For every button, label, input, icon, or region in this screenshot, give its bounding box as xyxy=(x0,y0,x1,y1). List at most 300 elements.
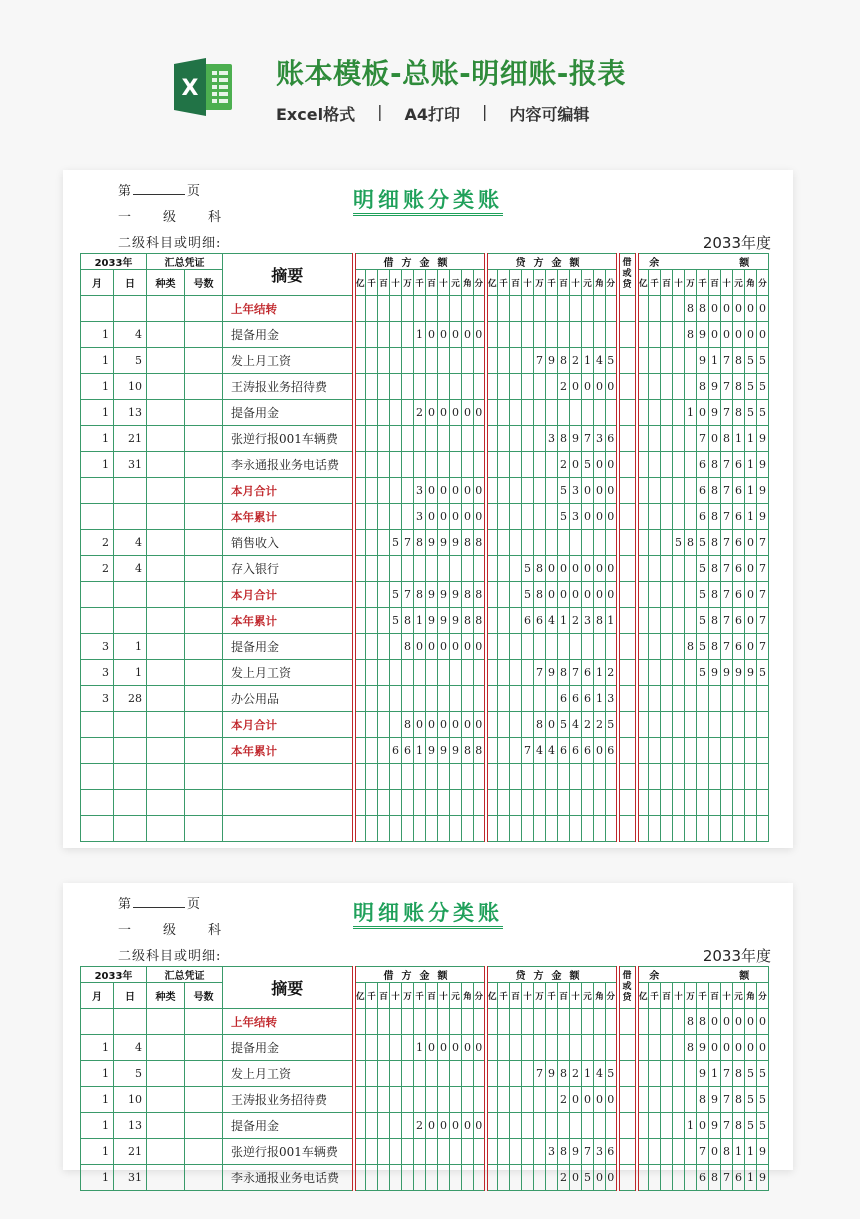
balance-digit-cell[interactable]: 9 xyxy=(733,660,745,686)
debit-or-credit-cell[interactable] xyxy=(618,1009,637,1035)
balance-digit-cell[interactable] xyxy=(697,686,709,712)
credit-digit-cell[interactable] xyxy=(498,1087,510,1113)
debit-digit-cell[interactable]: 0 xyxy=(426,1113,438,1139)
balance-digit-cell[interactable] xyxy=(637,582,649,608)
number-cell[interactable] xyxy=(185,816,223,842)
credit-digit-cell[interactable]: 1 xyxy=(594,686,606,712)
debit-digit-cell[interactable] xyxy=(354,478,366,504)
balance-digit-cell[interactable] xyxy=(685,426,697,452)
credit-digit-cell[interactable]: 0 xyxy=(594,582,606,608)
debit-digit-cell[interactable] xyxy=(462,296,474,322)
balance-digit-cell[interactable] xyxy=(673,790,685,816)
balance-digit-cell[interactable]: 6 xyxy=(697,478,709,504)
debit-digit-cell[interactable] xyxy=(354,1113,366,1139)
debit-digit-cell[interactable] xyxy=(354,1139,366,1165)
summary-cell[interactable]: 提备用金 xyxy=(223,1113,354,1139)
day-cell[interactable] xyxy=(114,712,147,738)
balance-digit-cell[interactable] xyxy=(661,790,673,816)
debit-digit-cell[interactable]: 9 xyxy=(426,608,438,634)
balance-digit-cell[interactable] xyxy=(673,608,685,634)
debit-digit-cell[interactable] xyxy=(450,816,462,842)
debit-digit-cell[interactable] xyxy=(354,790,366,816)
debit-or-credit-cell[interactable] xyxy=(618,660,637,686)
debit-digit-cell[interactable] xyxy=(426,296,438,322)
credit-digit-cell[interactable] xyxy=(486,634,498,660)
credit-digit-cell[interactable] xyxy=(498,322,510,348)
debit-digit-cell[interactable] xyxy=(462,816,474,842)
balance-digit-cell[interactable]: 8 xyxy=(685,530,697,556)
balance-digit-cell[interactable]: 0 xyxy=(721,1009,733,1035)
debit-digit-cell[interactable] xyxy=(366,1061,378,1087)
balance-digit-cell[interactable] xyxy=(661,686,673,712)
balance-digit-cell[interactable] xyxy=(685,452,697,478)
credit-digit-cell[interactable] xyxy=(522,1087,534,1113)
balance-digit-cell[interactable]: 7 xyxy=(757,556,769,582)
balance-digit-cell[interactable]: 9 xyxy=(709,1087,721,1113)
balance-digit-cell[interactable] xyxy=(697,764,709,790)
debit-or-credit-cell[interactable] xyxy=(618,1061,637,1087)
balance-digit-cell[interactable]: 7 xyxy=(721,1165,733,1191)
balance-digit-cell[interactable]: 1 xyxy=(745,1165,757,1191)
balance-digit-cell[interactable] xyxy=(637,608,649,634)
balance-digit-cell[interactable]: 9 xyxy=(757,504,769,530)
balance-digit-cell[interactable]: 1 xyxy=(745,504,757,530)
debit-digit-cell[interactable]: 0 xyxy=(426,322,438,348)
day-cell[interactable] xyxy=(114,296,147,322)
credit-digit-cell[interactable] xyxy=(510,374,522,400)
debit-digit-cell[interactable] xyxy=(450,452,462,478)
credit-digit-cell[interactable] xyxy=(486,296,498,322)
credit-digit-cell[interactable] xyxy=(594,400,606,426)
balance-digit-cell[interactable] xyxy=(661,374,673,400)
balance-digit-cell[interactable]: 7 xyxy=(757,530,769,556)
balance-digit-cell[interactable]: 8 xyxy=(709,556,721,582)
debit-digit-cell[interactable] xyxy=(414,374,426,400)
balance-digit-cell[interactable]: 7 xyxy=(721,374,733,400)
balance-digit-cell[interactable] xyxy=(637,530,649,556)
summary-cell[interactable]: 上年结转 xyxy=(223,296,354,322)
balance-digit-cell[interactable]: 0 xyxy=(697,1113,709,1139)
debit-digit-cell[interactable] xyxy=(438,764,450,790)
debit-digit-cell[interactable] xyxy=(390,1087,402,1113)
balance-digit-cell[interactable]: 8 xyxy=(709,634,721,660)
debit-digit-cell[interactable] xyxy=(450,426,462,452)
month-cell[interactable] xyxy=(81,478,114,504)
balance-digit-cell[interactable] xyxy=(649,348,661,374)
number-cell[interactable] xyxy=(185,556,223,582)
debit-digit-cell[interactable] xyxy=(366,1035,378,1061)
number-cell[interactable] xyxy=(185,478,223,504)
debit-or-credit-cell[interactable] xyxy=(618,478,637,504)
credit-digit-cell[interactable] xyxy=(582,790,594,816)
credit-digit-cell[interactable] xyxy=(522,1165,534,1191)
credit-digit-cell[interactable]: 0 xyxy=(594,452,606,478)
credit-digit-cell[interactable] xyxy=(510,1009,522,1035)
debit-or-credit-cell[interactable] xyxy=(618,296,637,322)
number-cell[interactable] xyxy=(185,1139,223,1165)
debit-digit-cell[interactable]: 9 xyxy=(450,530,462,556)
balance-digit-cell[interactable]: 9 xyxy=(709,1113,721,1139)
debit-digit-cell[interactable] xyxy=(366,712,378,738)
debit-digit-cell[interactable] xyxy=(378,608,390,634)
credit-digit-cell[interactable]: 3 xyxy=(546,426,558,452)
credit-digit-cell[interactable] xyxy=(546,816,558,842)
debit-digit-cell[interactable] xyxy=(354,374,366,400)
debit-digit-cell[interactable] xyxy=(378,1009,390,1035)
credit-digit-cell[interactable] xyxy=(594,1035,606,1061)
debit-digit-cell[interactable] xyxy=(426,1165,438,1191)
credit-digit-cell[interactable] xyxy=(570,400,582,426)
credit-digit-cell[interactable] xyxy=(546,790,558,816)
balance-digit-cell[interactable] xyxy=(709,712,721,738)
credit-digit-cell[interactable] xyxy=(498,530,510,556)
credit-digit-cell[interactable]: 8 xyxy=(558,660,570,686)
credit-digit-cell[interactable]: 0 xyxy=(606,504,618,530)
balance-digit-cell[interactable] xyxy=(685,764,697,790)
month-cell[interactable]: 1 xyxy=(81,374,114,400)
debit-digit-cell[interactable] xyxy=(474,1009,486,1035)
credit-digit-cell[interactable] xyxy=(486,426,498,452)
credit-digit-cell[interactable] xyxy=(546,764,558,790)
balance-digit-cell[interactable]: 7 xyxy=(721,1113,733,1139)
balance-digit-cell[interactable] xyxy=(637,1009,649,1035)
number-cell[interactable] xyxy=(185,322,223,348)
credit-digit-cell[interactable]: 8 xyxy=(594,608,606,634)
number-cell[interactable] xyxy=(185,634,223,660)
balance-digit-cell[interactable]: 7 xyxy=(721,478,733,504)
balance-digit-cell[interactable]: 8 xyxy=(685,322,697,348)
balance-digit-cell[interactable] xyxy=(757,790,769,816)
balance-digit-cell[interactable] xyxy=(673,634,685,660)
balance-digit-cell[interactable] xyxy=(709,738,721,764)
credit-digit-cell[interactable]: 0 xyxy=(582,374,594,400)
balance-digit-cell[interactable] xyxy=(733,686,745,712)
debit-digit-cell[interactable]: 0 xyxy=(462,634,474,660)
balance-digit-cell[interactable]: 9 xyxy=(709,660,721,686)
day-cell[interactable]: 5 xyxy=(114,348,147,374)
credit-digit-cell[interactable] xyxy=(534,478,546,504)
credit-digit-cell[interactable] xyxy=(510,1087,522,1113)
credit-digit-cell[interactable] xyxy=(534,1139,546,1165)
month-cell[interactable] xyxy=(81,296,114,322)
debit-digit-cell[interactable] xyxy=(366,790,378,816)
balance-digit-cell[interactable] xyxy=(661,504,673,530)
debit-digit-cell[interactable] xyxy=(366,1139,378,1165)
debit-digit-cell[interactable] xyxy=(426,1139,438,1165)
balance-digit-cell[interactable] xyxy=(745,790,757,816)
summary-cell[interactable]: 存入银行 xyxy=(223,556,354,582)
credit-digit-cell[interactable] xyxy=(486,1165,498,1191)
debit-digit-cell[interactable] xyxy=(366,530,378,556)
day-cell[interactable]: 10 xyxy=(114,1087,147,1113)
credit-digit-cell[interactable]: 5 xyxy=(522,582,534,608)
credit-digit-cell[interactable] xyxy=(486,452,498,478)
balance-digit-cell[interactable]: 5 xyxy=(757,1061,769,1087)
credit-digit-cell[interactable] xyxy=(570,1113,582,1139)
credit-digit-cell[interactable] xyxy=(498,556,510,582)
credit-digit-cell[interactable] xyxy=(546,530,558,556)
balance-digit-cell[interactable] xyxy=(637,296,649,322)
balance-digit-cell[interactable] xyxy=(673,400,685,426)
debit-digit-cell[interactable] xyxy=(402,764,414,790)
balance-digit-cell[interactable] xyxy=(685,816,697,842)
credit-digit-cell[interactable]: 8 xyxy=(558,348,570,374)
balance-digit-cell[interactable]: 9 xyxy=(697,1061,709,1087)
balance-digit-cell[interactable] xyxy=(661,1009,673,1035)
number-cell[interactable] xyxy=(185,296,223,322)
balance-digit-cell[interactable] xyxy=(661,582,673,608)
balance-digit-cell[interactable] xyxy=(673,1009,685,1035)
credit-digit-cell[interactable] xyxy=(498,608,510,634)
balance-digit-cell[interactable] xyxy=(661,764,673,790)
credit-digit-cell[interactable]: 0 xyxy=(582,504,594,530)
type-cell[interactable] xyxy=(147,504,185,530)
summary-cell[interactable]: 销售收入 xyxy=(223,530,354,556)
debit-digit-cell[interactable] xyxy=(390,712,402,738)
month-cell[interactable]: 1 xyxy=(81,1165,114,1191)
credit-digit-cell[interactable] xyxy=(606,296,618,322)
debit-or-credit-cell[interactable] xyxy=(618,426,637,452)
credit-digit-cell[interactable]: 0 xyxy=(558,556,570,582)
debit-digit-cell[interactable] xyxy=(390,1035,402,1061)
credit-digit-cell[interactable]: 0 xyxy=(606,1165,618,1191)
type-cell[interactable] xyxy=(147,582,185,608)
balance-digit-cell[interactable] xyxy=(673,556,685,582)
debit-digit-cell[interactable] xyxy=(378,582,390,608)
credit-digit-cell[interactable]: 8 xyxy=(558,426,570,452)
debit-or-credit-cell[interactable] xyxy=(618,322,637,348)
month-cell[interactable]: 3 xyxy=(81,660,114,686)
day-cell[interactable] xyxy=(114,504,147,530)
credit-digit-cell[interactable] xyxy=(522,530,534,556)
balance-digit-cell[interactable]: 5 xyxy=(757,1087,769,1113)
debit-digit-cell[interactable]: 2 xyxy=(414,400,426,426)
type-cell[interactable] xyxy=(147,1009,185,1035)
month-cell[interactable]: 2 xyxy=(81,556,114,582)
credit-digit-cell[interactable]: 1 xyxy=(594,660,606,686)
balance-digit-cell[interactable]: 0 xyxy=(745,556,757,582)
credit-digit-cell[interactable] xyxy=(546,1087,558,1113)
balance-digit-cell[interactable]: 0 xyxy=(721,322,733,348)
debit-digit-cell[interactable] xyxy=(354,608,366,634)
credit-digit-cell[interactable]: 2 xyxy=(558,374,570,400)
credit-digit-cell[interactable] xyxy=(570,1035,582,1061)
credit-digit-cell[interactable] xyxy=(498,452,510,478)
balance-digit-cell[interactable] xyxy=(649,1113,661,1139)
credit-digit-cell[interactable]: 0 xyxy=(606,582,618,608)
credit-digit-cell[interactable] xyxy=(570,764,582,790)
balance-digit-cell[interactable]: 0 xyxy=(733,322,745,348)
balance-digit-cell[interactable]: 7 xyxy=(757,634,769,660)
debit-or-credit-cell[interactable] xyxy=(618,764,637,790)
credit-digit-cell[interactable] xyxy=(558,530,570,556)
balance-digit-cell[interactable] xyxy=(745,712,757,738)
debit-or-credit-cell[interactable] xyxy=(618,816,637,842)
balance-digit-cell[interactable] xyxy=(661,296,673,322)
credit-digit-cell[interactable] xyxy=(498,582,510,608)
debit-digit-cell[interactable] xyxy=(354,712,366,738)
debit-digit-cell[interactable] xyxy=(354,816,366,842)
number-cell[interactable] xyxy=(185,738,223,764)
balance-digit-cell[interactable] xyxy=(673,660,685,686)
credit-digit-cell[interactable] xyxy=(522,816,534,842)
credit-digit-cell[interactable] xyxy=(606,1113,618,1139)
debit-digit-cell[interactable] xyxy=(378,556,390,582)
debit-digit-cell[interactable]: 0 xyxy=(426,400,438,426)
balance-digit-cell[interactable] xyxy=(745,738,757,764)
month-cell[interactable] xyxy=(81,712,114,738)
credit-digit-cell[interactable]: 0 xyxy=(606,556,618,582)
credit-digit-cell[interactable]: 2 xyxy=(582,712,594,738)
credit-digit-cell[interactable]: 2 xyxy=(558,1087,570,1113)
debit-digit-cell[interactable] xyxy=(426,556,438,582)
credit-digit-cell[interactable] xyxy=(498,1009,510,1035)
credit-digit-cell[interactable] xyxy=(606,764,618,790)
debit-digit-cell[interactable] xyxy=(366,764,378,790)
debit-digit-cell[interactable] xyxy=(414,764,426,790)
debit-digit-cell[interactable]: 2 xyxy=(414,1113,426,1139)
credit-digit-cell[interactable] xyxy=(510,686,522,712)
credit-digit-cell[interactable] xyxy=(558,1113,570,1139)
summary-cell[interactable]: 提备用金 xyxy=(223,322,354,348)
balance-digit-cell[interactable]: 1 xyxy=(709,1061,721,1087)
credit-digit-cell[interactable]: 0 xyxy=(558,582,570,608)
number-cell[interactable] xyxy=(185,608,223,634)
debit-digit-cell[interactable] xyxy=(390,504,402,530)
balance-digit-cell[interactable]: 9 xyxy=(709,400,721,426)
balance-digit-cell[interactable]: 5 xyxy=(745,1061,757,1087)
balance-digit-cell[interactable]: 8 xyxy=(721,426,733,452)
balance-digit-cell[interactable] xyxy=(649,322,661,348)
day-cell[interactable] xyxy=(114,582,147,608)
balance-digit-cell[interactable]: 5 xyxy=(757,374,769,400)
balance-digit-cell[interactable] xyxy=(673,816,685,842)
credit-digit-cell[interactable] xyxy=(534,634,546,660)
debit-digit-cell[interactable]: 0 xyxy=(438,634,450,660)
balance-digit-cell[interactable]: 0 xyxy=(745,1035,757,1061)
debit-digit-cell[interactable] xyxy=(354,686,366,712)
balance-digit-cell[interactable]: 5 xyxy=(745,348,757,374)
debit-digit-cell[interactable]: 8 xyxy=(462,530,474,556)
balance-digit-cell[interactable] xyxy=(649,478,661,504)
credit-digit-cell[interactable] xyxy=(510,816,522,842)
number-cell[interactable] xyxy=(185,426,223,452)
credit-digit-cell[interactable]: 7 xyxy=(522,738,534,764)
credit-digit-cell[interactable]: 3 xyxy=(606,686,618,712)
balance-digit-cell[interactable] xyxy=(649,296,661,322)
balance-digit-cell[interactable]: 9 xyxy=(745,660,757,686)
balance-digit-cell[interactable]: 1 xyxy=(685,1113,697,1139)
balance-digit-cell[interactable] xyxy=(685,478,697,504)
credit-digit-cell[interactable] xyxy=(570,790,582,816)
debit-digit-cell[interactable]: 8 xyxy=(402,712,414,738)
balance-digit-cell[interactable] xyxy=(685,1165,697,1191)
type-cell[interactable] xyxy=(147,530,185,556)
debit-digit-cell[interactable]: 0 xyxy=(462,322,474,348)
credit-digit-cell[interactable] xyxy=(510,348,522,374)
balance-digit-cell[interactable] xyxy=(637,1087,649,1113)
credit-digit-cell[interactable] xyxy=(486,1009,498,1035)
credit-digit-cell[interactable] xyxy=(534,374,546,400)
debit-digit-cell[interactable] xyxy=(426,686,438,712)
debit-digit-cell[interactable]: 8 xyxy=(474,582,486,608)
balance-digit-cell[interactable]: 6 xyxy=(733,608,745,634)
number-cell[interactable] xyxy=(185,1035,223,1061)
month-cell[interactable]: 2 xyxy=(81,530,114,556)
credit-digit-cell[interactable]: 3 xyxy=(570,478,582,504)
debit-digit-cell[interactable] xyxy=(366,478,378,504)
month-cell[interactable]: 1 xyxy=(81,1139,114,1165)
balance-digit-cell[interactable] xyxy=(697,790,709,816)
debit-digit-cell[interactable] xyxy=(402,1035,414,1061)
debit-digit-cell[interactable] xyxy=(462,426,474,452)
debit-digit-cell[interactable] xyxy=(378,790,390,816)
debit-or-credit-cell[interactable] xyxy=(618,712,637,738)
credit-digit-cell[interactable]: 6 xyxy=(558,686,570,712)
credit-digit-cell[interactable]: 0 xyxy=(594,738,606,764)
summary-cell[interactable]: 本年累计 xyxy=(223,608,354,634)
debit-digit-cell[interactable] xyxy=(402,816,414,842)
credit-digit-cell[interactable] xyxy=(486,1139,498,1165)
balance-digit-cell[interactable]: 8 xyxy=(697,374,709,400)
debit-digit-cell[interactable] xyxy=(450,1139,462,1165)
day-cell[interactable]: 1 xyxy=(114,634,147,660)
debit-digit-cell[interactable]: 0 xyxy=(438,504,450,530)
credit-digit-cell[interactable] xyxy=(522,322,534,348)
debit-digit-cell[interactable] xyxy=(450,296,462,322)
type-cell[interactable] xyxy=(147,1035,185,1061)
balance-digit-cell[interactable]: 8 xyxy=(697,1087,709,1113)
credit-digit-cell[interactable]: 2 xyxy=(570,608,582,634)
month-cell[interactable]: 1 xyxy=(81,400,114,426)
debit-digit-cell[interactable] xyxy=(390,634,402,660)
balance-digit-cell[interactable] xyxy=(637,556,649,582)
day-cell[interactable] xyxy=(114,608,147,634)
balance-digit-cell[interactable]: 8 xyxy=(697,1009,709,1035)
credit-digit-cell[interactable] xyxy=(594,1009,606,1035)
balance-digit-cell[interactable]: 0 xyxy=(757,1009,769,1035)
debit-digit-cell[interactable] xyxy=(366,452,378,478)
balance-digit-cell[interactable]: 6 xyxy=(733,634,745,660)
debit-digit-cell[interactable] xyxy=(426,1009,438,1035)
debit-digit-cell[interactable] xyxy=(462,452,474,478)
debit-digit-cell[interactable]: 0 xyxy=(426,634,438,660)
debit-digit-cell[interactable] xyxy=(366,686,378,712)
balance-digit-cell[interactable] xyxy=(673,1139,685,1165)
balance-digit-cell[interactable] xyxy=(661,452,673,478)
credit-digit-cell[interactable]: 0 xyxy=(594,504,606,530)
balance-digit-cell[interactable] xyxy=(757,738,769,764)
balance-digit-cell[interactable] xyxy=(673,764,685,790)
credit-digit-cell[interactable]: 6 xyxy=(582,686,594,712)
balance-digit-cell[interactable]: 9 xyxy=(697,1035,709,1061)
balance-digit-cell[interactable] xyxy=(649,1087,661,1113)
balance-digit-cell[interactable] xyxy=(757,816,769,842)
debit-digit-cell[interactable] xyxy=(474,660,486,686)
number-cell[interactable] xyxy=(185,374,223,400)
day-cell[interactable]: 10 xyxy=(114,374,147,400)
credit-digit-cell[interactable]: 8 xyxy=(534,556,546,582)
balance-digit-cell[interactable] xyxy=(733,764,745,790)
balance-digit-cell[interactable] xyxy=(637,348,649,374)
number-cell[interactable] xyxy=(185,1087,223,1113)
debit-digit-cell[interactable] xyxy=(378,400,390,426)
debit-digit-cell[interactable]: 6 xyxy=(402,738,414,764)
debit-digit-cell[interactable] xyxy=(378,634,390,660)
debit-digit-cell[interactable] xyxy=(438,790,450,816)
balance-digit-cell[interactable]: 0 xyxy=(733,1035,745,1061)
debit-digit-cell[interactable] xyxy=(402,1113,414,1139)
